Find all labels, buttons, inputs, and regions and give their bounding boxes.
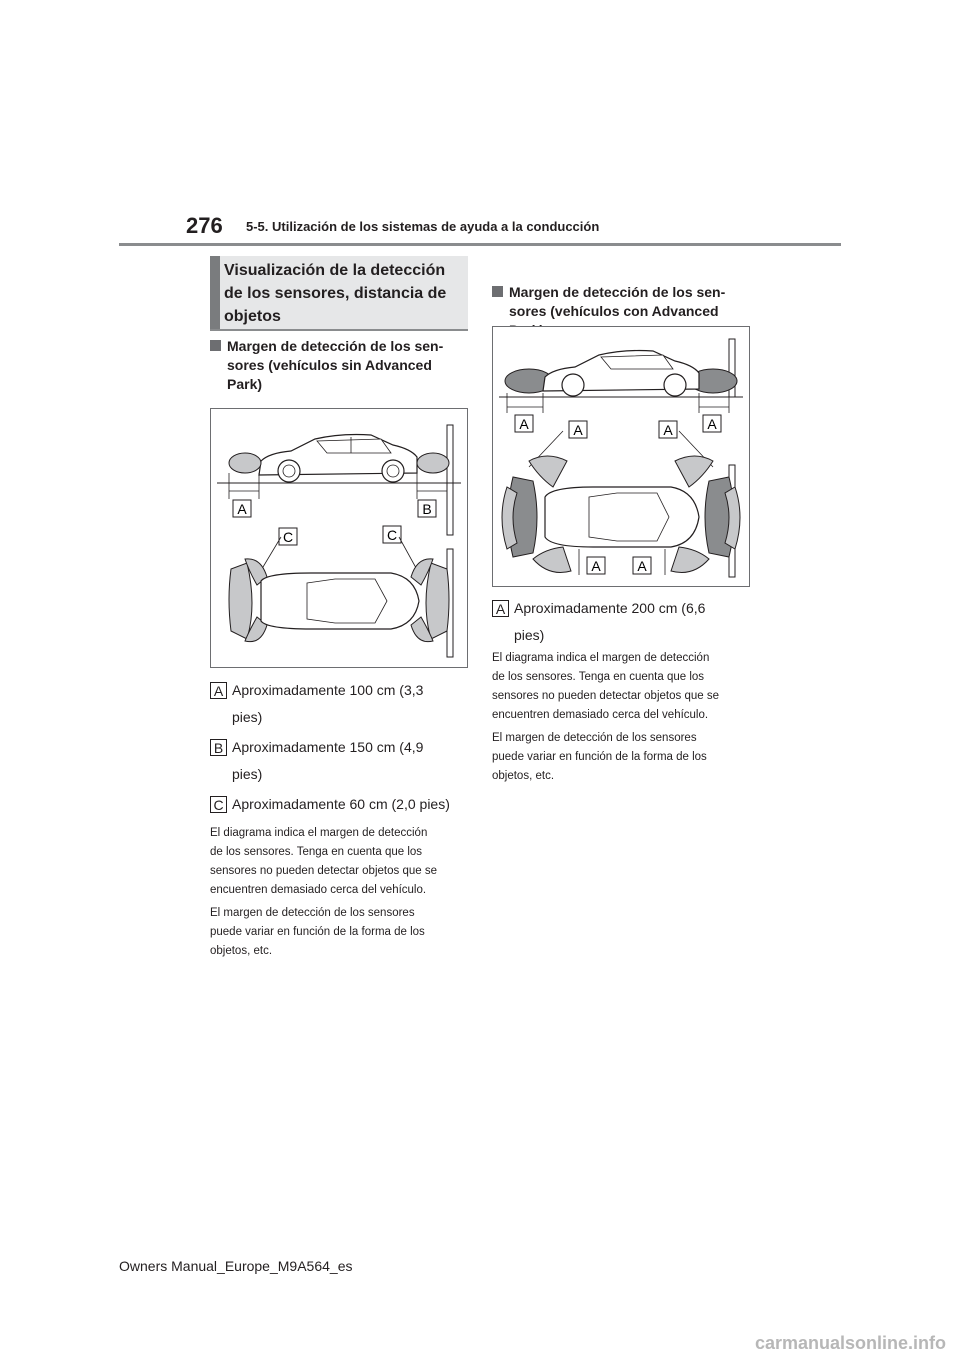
- sensor-zone-rear-side: [229, 453, 261, 473]
- para-line: El margen de detección de los sensores: [492, 732, 697, 744]
- label-a: A: [637, 558, 647, 574]
- legend-text: Aproximadamente 100 cm (3,3: [232, 682, 424, 698]
- left-diagram-svg: [211, 409, 467, 667]
- car-side-view: [543, 351, 699, 397]
- left-paragraph-1: [210, 824, 468, 900]
- legend-badge: A: [210, 682, 227, 699]
- label-a: A: [237, 501, 247, 517]
- legend-badge: B: [210, 739, 227, 756]
- legend-text: pies): [232, 766, 263, 782]
- para-line: El margen de detección de los sensores: [210, 907, 415, 919]
- heading-box: [210, 256, 468, 330]
- para-line: sensores no pueden detectar objetos que se: [492, 690, 719, 702]
- right-diagram-svg: [493, 327, 749, 586]
- para-line: puede variar en función de la forma de los: [492, 751, 707, 763]
- label-a: A: [663, 422, 673, 438]
- legend-badge: A: [492, 600, 509, 617]
- left-subheading-line: Margen de detección de los sen-: [227, 338, 444, 354]
- legend-item-c: [210, 795, 468, 817]
- section-heading: Visualización de la detección de los sensores, distancia de objetos: [224, 262, 447, 325]
- wall-right-top: [447, 425, 453, 535]
- sensor-zone-front-side: [417, 453, 449, 473]
- para-line: de los sensores. Tenga en cuenta que los: [210, 846, 423, 858]
- para-line: sensores no pueden detectar objetos que se: [210, 865, 437, 877]
- left-subheading-line: sores (vehículos sin Advanced: [227, 357, 432, 373]
- para-line: puede variar en función de la forma de los: [210, 926, 425, 938]
- bullet-square-icon: [492, 286, 503, 297]
- left-subheading-line: Park): [227, 376, 263, 392]
- legend-text: Aproximadamente 150 cm (4,9: [232, 739, 424, 755]
- right-sensor-diagram: [492, 326, 750, 587]
- right-subheading-line: Margen de detección de los sen-: [509, 284, 726, 300]
- right-subheading-line: sores (vehículos con Advanced: [509, 303, 719, 319]
- legend-item-b: [210, 738, 468, 784]
- legend-item-a: [492, 599, 750, 645]
- legend-text: pies): [232, 709, 263, 725]
- left-subheading: [210, 337, 468, 397]
- label-a: A: [591, 558, 601, 574]
- car-top-view: [229, 559, 449, 642]
- left-paragraph-2: [210, 904, 468, 961]
- para-line: El diagrama indica el margen de detección: [210, 827, 428, 839]
- para-line: objetos, etc.: [210, 945, 273, 957]
- legend-text: Aproximadamente 60 cm (2,0 pies): [232, 796, 450, 812]
- right-paragraph-2: [492, 729, 750, 786]
- car-top-view: [502, 456, 740, 573]
- watermark: carmanualsonline.info: [754, 1333, 946, 1353]
- label-c: C: [282, 529, 294, 545]
- legend-item-a: [210, 681, 468, 727]
- car-side-view: [259, 435, 417, 483]
- label-a: A: [573, 422, 583, 438]
- para-line: El diagrama indica el margen de detección: [492, 652, 710, 664]
- bullet-square-icon: [210, 340, 221, 351]
- label-a: A: [519, 416, 529, 432]
- para-line: encuentren demasiado cerca del vehículo.: [492, 709, 709, 721]
- right-paragraph-1: [492, 649, 750, 725]
- label-b: B: [422, 501, 432, 517]
- legend-badge: C: [210, 796, 227, 813]
- header-rule: [119, 243, 841, 246]
- legend-text: pies): [514, 627, 545, 643]
- footer-manual-id: Owners Manual_Europe_M9A564_es: [119, 1258, 353, 1274]
- para-line: de los sensores. Tenga en cuenta que los: [492, 671, 705, 683]
- heading-underline: [210, 329, 468, 331]
- legend-text: Aproximadamente 200 cm (6,6: [514, 600, 706, 616]
- label-a: A: [707, 416, 717, 432]
- para-line: encuentren demasiado cerca del vehículo.: [210, 884, 427, 896]
- para-line: objetos, etc.: [492, 770, 555, 782]
- section-title: 5-5. Utilización de los sistemas de ayuda a la conducción: [246, 219, 600, 234]
- left-sensor-diagram: [210, 408, 468, 668]
- page-number: 276: [186, 213, 223, 238]
- label-c: C: [386, 527, 398, 543]
